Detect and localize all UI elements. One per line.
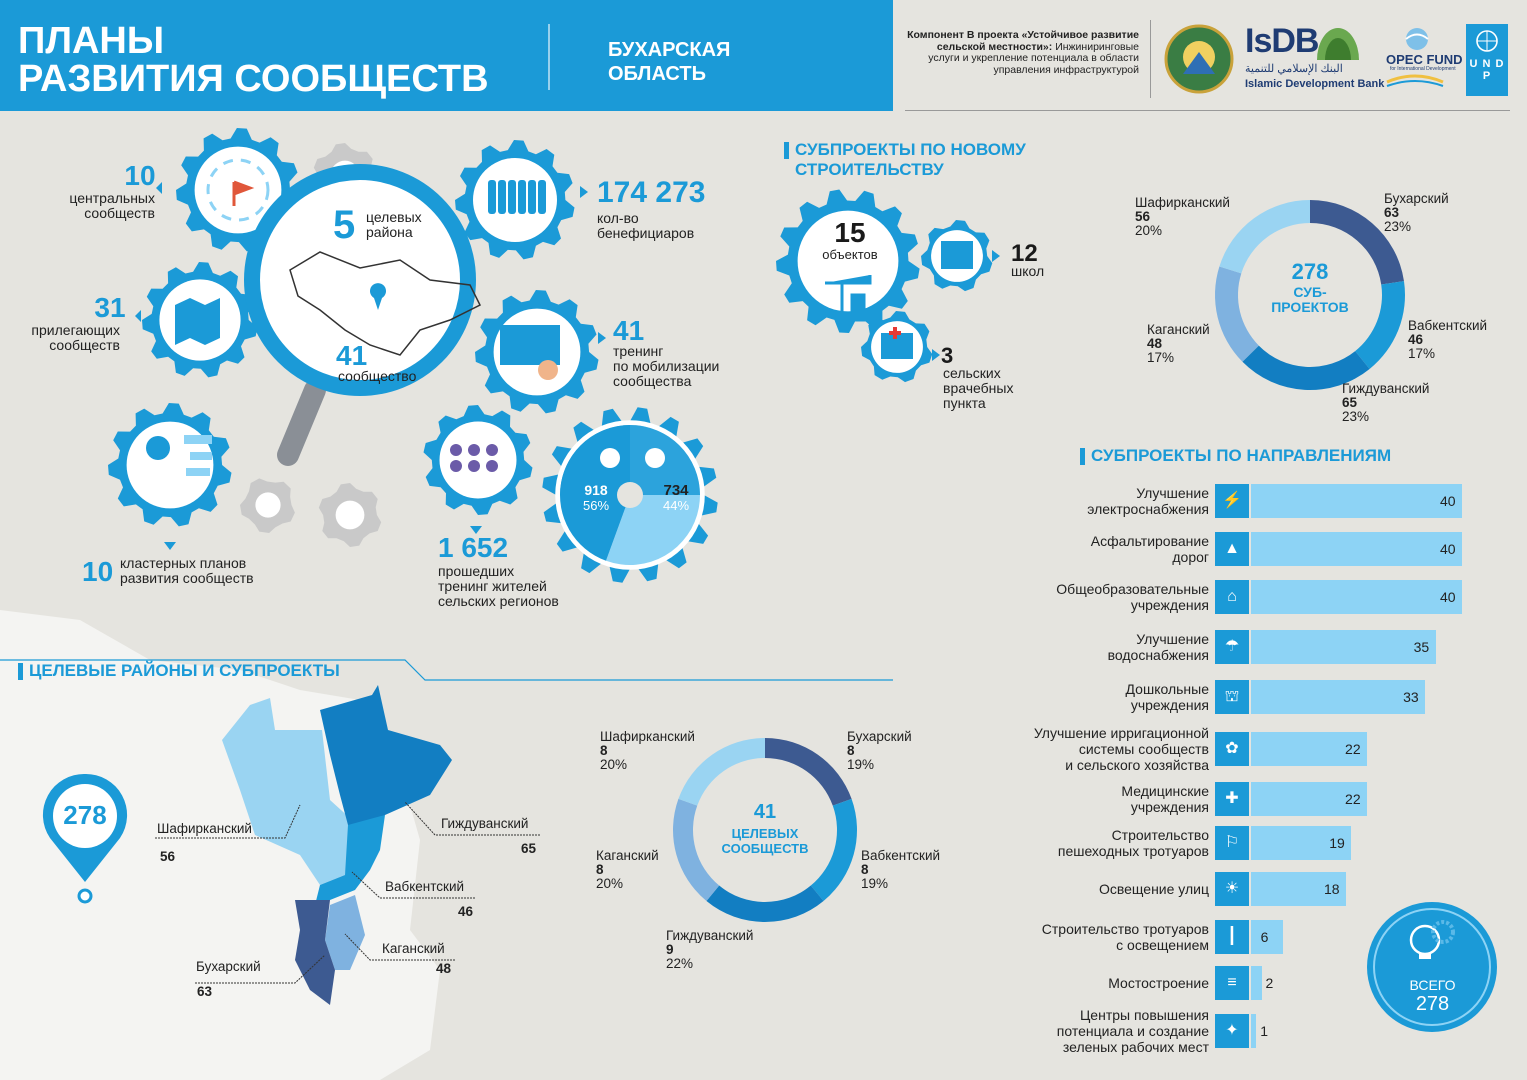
donut-label-Шафирканский <box>600 730 695 772</box>
arrow-icon <box>598 332 606 344</box>
donut-label-value: 8 <box>861 862 869 877</box>
group-icon <box>486 460 498 472</box>
donut-label-name: Вабкентский <box>861 848 941 863</box>
donut-label-value: 48 <box>1147 336 1163 351</box>
donut-label-Каганский <box>596 849 659 891</box>
isdb-dome-icon <box>1315 26 1361 62</box>
location-pin-icon <box>40 770 130 910</box>
pie-hole <box>617 482 643 508</box>
adjacent-label: прилегающих сообществ <box>31 322 120 353</box>
donut-label-percent: 17% <box>1408 346 1436 361</box>
donut-label-name: Шафирканский <box>600 729 695 744</box>
donut-label-percent: 19% <box>861 876 889 891</box>
central-label: центральных сообществ <box>69 190 155 221</box>
opec-logo: OPEC FUND <box>1386 52 1463 67</box>
map-label-gijduvan: Гиждуванский <box>441 816 529 831</box>
donut-label-Гиждуванский <box>1342 382 1429 424</box>
districts-value: 5 <box>333 203 356 247</box>
diagram-icon <box>186 468 210 476</box>
un-emblem-icon <box>1471 28 1503 54</box>
people-icon <box>518 180 526 214</box>
arrow-icon <box>135 310 141 322</box>
donut-label-Вабкентский <box>1408 319 1487 361</box>
donut-label-value: 46 <box>1408 332 1424 347</box>
donut-label-name: Бухарский <box>847 729 912 744</box>
cluster-label: кластерных планов развития сообществ <box>120 555 254 586</box>
divider <box>905 110 1510 111</box>
opec-subtitle: for International Development <box>1390 66 1456 72</box>
bar-label: Медицинские учреждения <box>1121 783 1209 815</box>
map-icon <box>175 298 220 345</box>
bar-value: 18 <box>1323 881 1340 897</box>
bar-value: 19 <box>1329 835 1345 851</box>
schools-value: 12 <box>1011 240 1038 267</box>
direction-icon: ✿ <box>1215 732 1249 766</box>
adjacent-value: 31 <box>94 292 126 323</box>
donut-slice-Каганский <box>1215 266 1259 361</box>
school-icon <box>941 241 973 269</box>
project-text: Инжиниринговые услуги и укрепление потенциала в области управления инфраструктурой <box>928 40 1139 76</box>
donut-label-name: Каганский <box>1147 322 1210 337</box>
project-title: Компонент В проекта «Устойчивое развитие сельской местности»: <box>907 29 1139 53</box>
bar-label: Строительство тротуаров с освещением <box>1041 921 1209 953</box>
direction-icon: ☀ <box>1215 872 1249 906</box>
bar-value: 40 <box>1440 493 1456 509</box>
bar <box>1251 966 1262 1000</box>
bar-value: 40 <box>1440 589 1456 605</box>
arrow-icon <box>164 542 176 550</box>
donut1-center-value: 278 <box>1291 259 1329 284</box>
diagram-icon <box>184 435 212 444</box>
people-icon <box>498 180 506 214</box>
donut-label-percent: 19% <box>847 757 875 772</box>
map-label-vabkent: Вабкентский <box>385 879 465 894</box>
isdb-name: Islamic Development Bank <box>1245 78 1385 90</box>
donut-label-value: 9 <box>666 942 674 957</box>
donut-label-name: Каганский <box>596 848 659 863</box>
bar-label: Улучшение электроснабжения <box>1087 485 1209 517</box>
bar-value: 1 <box>1260 1023 1269 1039</box>
donut-label-name: Гиждуванский <box>1342 381 1430 396</box>
bar-label: Дошкольные учреждения <box>1125 681 1209 713</box>
men-value: 918 <box>584 482 608 498</box>
donut-label-name: Вабкентский <box>1408 318 1488 333</box>
bar-label: Общеобразовательные учреждения <box>1056 581 1209 613</box>
objects-value: 15 <box>834 217 866 248</box>
donut-label-percent: 22% <box>666 956 694 971</box>
clinics-value: 3 <box>941 343 954 368</box>
donut-label-percent: 20% <box>600 757 628 772</box>
donut-label-value: 8 <box>600 743 608 758</box>
donut2-center-label: ЦЕЛЕВЫХ СООБЩЕСТВ <box>721 826 809 856</box>
donut-label-Каганский <box>1147 323 1210 365</box>
donut-label-name: Бухарский <box>1384 191 1449 206</box>
divider <box>1150 20 1151 98</box>
schools-label: школ <box>1011 263 1045 279</box>
bar-value: 35 <box>1413 639 1430 655</box>
donut-label-Вабкентский <box>861 849 940 891</box>
directions-title: СУБПРОЕКТЫ ПО НАПРАВЛЕНИЯМ <box>1080 446 1391 466</box>
women-value: 734 <box>663 482 689 499</box>
direction-icon: ⌂ <box>1215 580 1249 614</box>
group-icon <box>486 444 498 456</box>
women-percent: 44% <box>662 498 690 513</box>
man-icon <box>600 448 620 468</box>
region-title: БУХАРСКАЯ ОБЛАСТЬ <box>608 39 731 85</box>
donut1-center-label: СУБ- ПРОЕКТОВ <box>1271 284 1349 315</box>
direction-icon: ≡ <box>1215 966 1249 1000</box>
people-icon <box>538 180 546 214</box>
direction-icon: ┃ <box>1215 920 1249 954</box>
bar-value: 6 <box>1260 929 1269 945</box>
arrow-icon <box>932 349 940 361</box>
map-value-gijduvan: 65 <box>521 841 537 856</box>
page-title: ПЛАНЫ РАЗВИТИЯ СООБЩЕСТВ <box>18 20 489 100</box>
donut-label-percent: 20% <box>596 876 624 891</box>
direction-icon: ▲ <box>1215 532 1249 566</box>
trainings-label: тренинг по мобилизации сообщества <box>613 343 720 389</box>
cluster-value: 10 <box>82 556 114 587</box>
opec-swoosh-icon <box>1385 72 1445 92</box>
districts-label: целевых района <box>366 209 422 240</box>
map-label-shafirkan: Шафирканский <box>157 821 252 836</box>
group-icon <box>468 444 480 456</box>
presentation-icon <box>500 325 560 365</box>
map-value-kagan: 48 <box>436 961 452 976</box>
donut-slice-Бухарский <box>765 738 852 806</box>
map-value-bukhara: 63 <box>197 984 213 999</box>
clinics-label: сельских врачебных пункта <box>943 365 1014 411</box>
donut-label-percent: 23% <box>1384 219 1412 234</box>
arrow-icon <box>580 186 588 198</box>
donut-label-percent: 20% <box>1135 223 1163 238</box>
total-badge-label: ВСЕГО <box>1409 977 1456 993</box>
donut-label-Бухарский <box>1384 192 1449 234</box>
donut-slice-Гиждуванский <box>706 886 823 922</box>
bar <box>1251 484 1462 518</box>
construction-gears <box>760 185 1060 425</box>
donut-label-Гиждуванский <box>666 929 753 971</box>
direction-icon: ✦ <box>1215 1014 1249 1048</box>
donut-label-name: Гиждуванский <box>666 928 754 943</box>
map-value-vabkent: 46 <box>458 904 474 919</box>
bar <box>1251 532 1462 566</box>
communities-value: 41 <box>336 340 368 371</box>
arrow-icon <box>992 250 1000 262</box>
donut-label-name: Шафирканский <box>1135 195 1230 210</box>
bar-value: 40 <box>1440 541 1456 557</box>
donut-label-percent: 17% <box>1147 350 1175 365</box>
people-icon <box>528 180 536 214</box>
donut-label-value: 8 <box>847 743 855 758</box>
bar-label: Мостостроение <box>1108 975 1209 991</box>
donut-label-value: 56 <box>1135 209 1151 224</box>
trainings-value: 41 <box>613 315 645 346</box>
magnifier-handle <box>288 390 315 455</box>
central-value: 10 <box>124 160 156 191</box>
trained-label: прошедших тренинг жителей сельских регионов <box>438 563 559 609</box>
undp-text: U N D P <box>1469 58 1505 82</box>
direction-icon: ✚ <box>1215 782 1249 816</box>
direction-icon: ☂ <box>1215 630 1249 664</box>
donut-label-value: 65 <box>1342 395 1358 410</box>
bar-value: 22 <box>1345 741 1361 757</box>
trainer-icon <box>538 360 558 380</box>
beneficiaries-label: кол-во бенефициаров <box>597 210 695 241</box>
objects-label: объектов <box>822 247 878 262</box>
bar <box>1251 630 1436 664</box>
direction-icon: ⛫ <box>1215 680 1249 714</box>
donut-label-percent: 23% <box>1342 409 1370 424</box>
direction-icon: ⚡ <box>1215 484 1249 518</box>
donut-label-value: 63 <box>1384 205 1400 220</box>
group-icon <box>468 460 480 472</box>
header-divider <box>548 24 550 90</box>
bar-label: Строительство пешеходных тротуаров <box>1057 827 1209 859</box>
bar-label: Улучшение водоснабжения <box>1107 631 1209 663</box>
isdb-arabic: البنك الإسلامي للتنمية <box>1245 63 1343 75</box>
donut-label-Бухарский <box>847 730 912 772</box>
bar-label: Центры повышения потенциала и создание зеленых рабочих мест <box>1056 1007 1209 1055</box>
bar-label: Асфальтирование дорог <box>1090 533 1209 565</box>
project-description <box>905 30 1139 76</box>
bar-value: 33 <box>1403 689 1419 705</box>
isdb-logo: IsDB <box>1245 22 1319 60</box>
men-percent: 56% <box>582 498 610 513</box>
map-section-title: ЦЕЛЕВЫЕ РАЙОНЫ И СУБПРОЕКТЫ <box>18 661 340 681</box>
donut2-center-value: 41 <box>753 801 777 823</box>
donut-label-Шафирканский <box>1135 196 1230 238</box>
people-icon <box>508 180 516 214</box>
group-icon <box>450 460 462 472</box>
bar-label: Освещение улиц <box>1098 881 1209 897</box>
map-value-shafirkan: 56 <box>160 849 176 864</box>
bar <box>1251 1014 1256 1048</box>
bar-label: Улучшение ирригационной системы сообществ и сельского хозяйства <box>1033 725 1209 773</box>
opec-globe-icon <box>1400 26 1434 52</box>
bar-value: 22 <box>1345 791 1361 807</box>
people-icon <box>488 180 496 214</box>
diagram-icon <box>190 452 212 460</box>
bar-value: 2 <box>1265 975 1274 991</box>
donut-label-value: 8 <box>596 862 604 877</box>
new-construction-title: СУБПРОЕКТЫ ПО НОВОМУ СТРОИТЕЛЬСТВУ <box>784 140 1026 180</box>
total-badge-value: 278 <box>1415 993 1450 1015</box>
communities-label: сообщество <box>338 368 417 384</box>
map-label-bukhara: Бухарский <box>196 959 261 974</box>
uzbekistan-emblem-icon <box>1163 22 1235 96</box>
group-icon <box>450 444 462 456</box>
map-label-kagan: Каганский <box>382 941 445 956</box>
map-total-value: 278 <box>63 800 107 830</box>
beneficiaries-value: 174 273 <box>597 176 706 209</box>
bar <box>1251 680 1425 714</box>
bar <box>1251 580 1462 614</box>
trained-value: 1 652 <box>438 532 509 563</box>
woman-icon <box>645 448 665 468</box>
idea-icon <box>146 436 170 460</box>
direction-icon: ⚐ <box>1215 826 1249 860</box>
